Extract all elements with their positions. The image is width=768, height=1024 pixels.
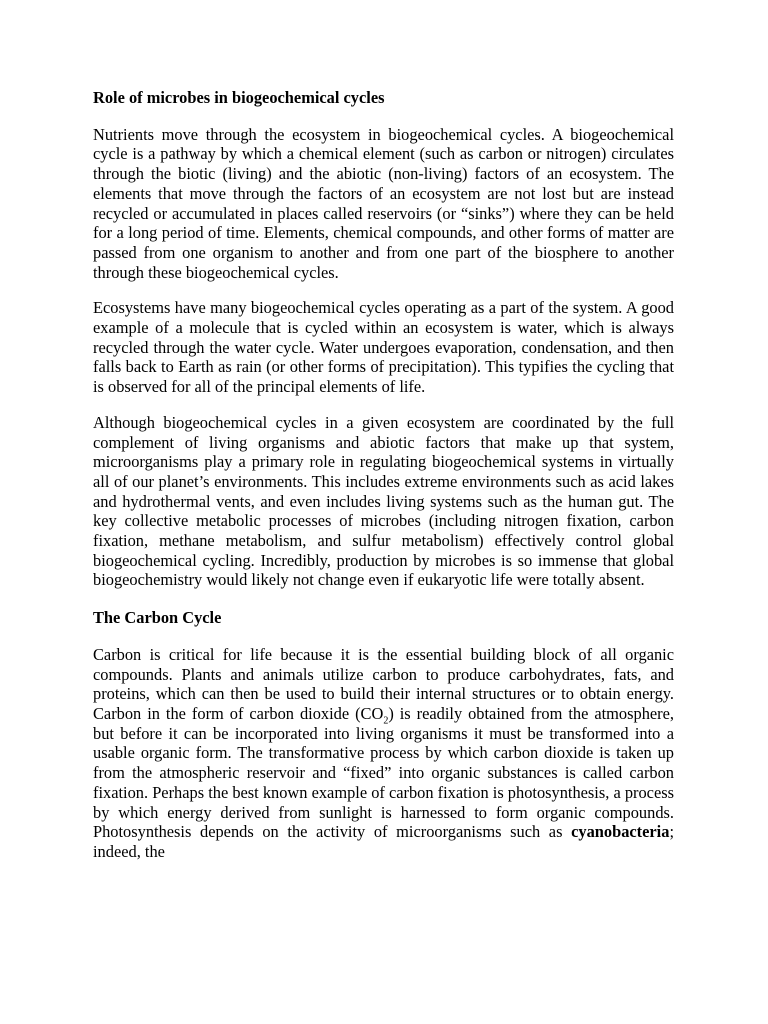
section-heading-microbes: Role of microbes in biogeochemical cycles <box>93 88 385 107</box>
document-page <box>93 88 674 879</box>
section-heading-carbon-cycle: The Carbon Cycle <box>93 608 222 628</box>
paragraph-carbon-text-1: Carbon is critical for life because it is the essential building block of all organic compounds. Plants and animals utilize carbon to produce carbohydrates, fats, and proteins, which can then be used to build their internal structures or to obtain energy. Carbon in the form of carbon dioxide (CO <box>93 644 674 723</box>
paragraph-nutrients: Nutrients move through the ecosystem in biogeochemical cycles. A biogeochemical cycle is a pathway by which a chemical element (such as carbon or nitrogen) circulates through the biotic (living) and the abiotic (non-living) factors of an ecosystem. The elements that move through the factors of an ecosystem are not lost but are instead recycled or accumulated in places called reservoirs (or “sinks”) where they can be held for a long period of time. Elements, chemical compounds, and other forms of matter are passed from one organism to another and from one part of the biosphere to another through these biogeochemical cycles. <box>93 124 674 282</box>
paragraph-carbon-text-3: ; indeed, the <box>93 822 674 861</box>
paragraph-carbon-text-2: ) is readily obtained from the atmosphere, but before it can be incorporated into living organisms it must be transformed into a usable organic form. The transformative process by which carbon dioxide is taken up from the atmospheric reservoir and “fixed” into organic substances is called carbon fixation. Perhaps the best known example of carbon fixation is photosynthesis, a process by which energy derived from sunlight is harnessed to form organic compounds. Photosynthesis depends on the activity of microorganisms such as <box>93 703 674 842</box>
paragraph-ecosystems: Ecosystems have many biogeochemical cycles operating as a part of the system. A good example of a molecule that is cycled within an ecosystem is water, which is always recycled through the water cycle. Water undergoes evaporation, condensation, and then falls back to Earth as rain (or other forms of precipitation). This typifies the cycling that is observed for all of the principal elements of life. <box>93 298 674 397</box>
paragraph-carbon <box>93 645 674 862</box>
subscript-2: 2 <box>383 715 389 727</box>
term-cyanobacteria: cyanobacteria <box>571 822 670 842</box>
paragraph-microorganisms: Although biogeochemical cycles in a given ecosystem are coordinated by the full complement of living organisms and abiotic factors that make up that system, microorganisms play a primary role in regulating biogeochemical systems in virtually all of our planet’s environments. This includes extreme environments such as acid lakes and hydrothermal vents, and even includes living systems such as the human gut. The key collective metabolic processes of microbes (including nitrogen fixation, carbon fixation, methane metabolism, and sulfur metabolism) effectively control global biogeochemical cycling. Incredibly, production by microbes is so immense that global biogeochemistry would likely not change even if eukaryotic life were totally absent. <box>93 412 674 590</box>
